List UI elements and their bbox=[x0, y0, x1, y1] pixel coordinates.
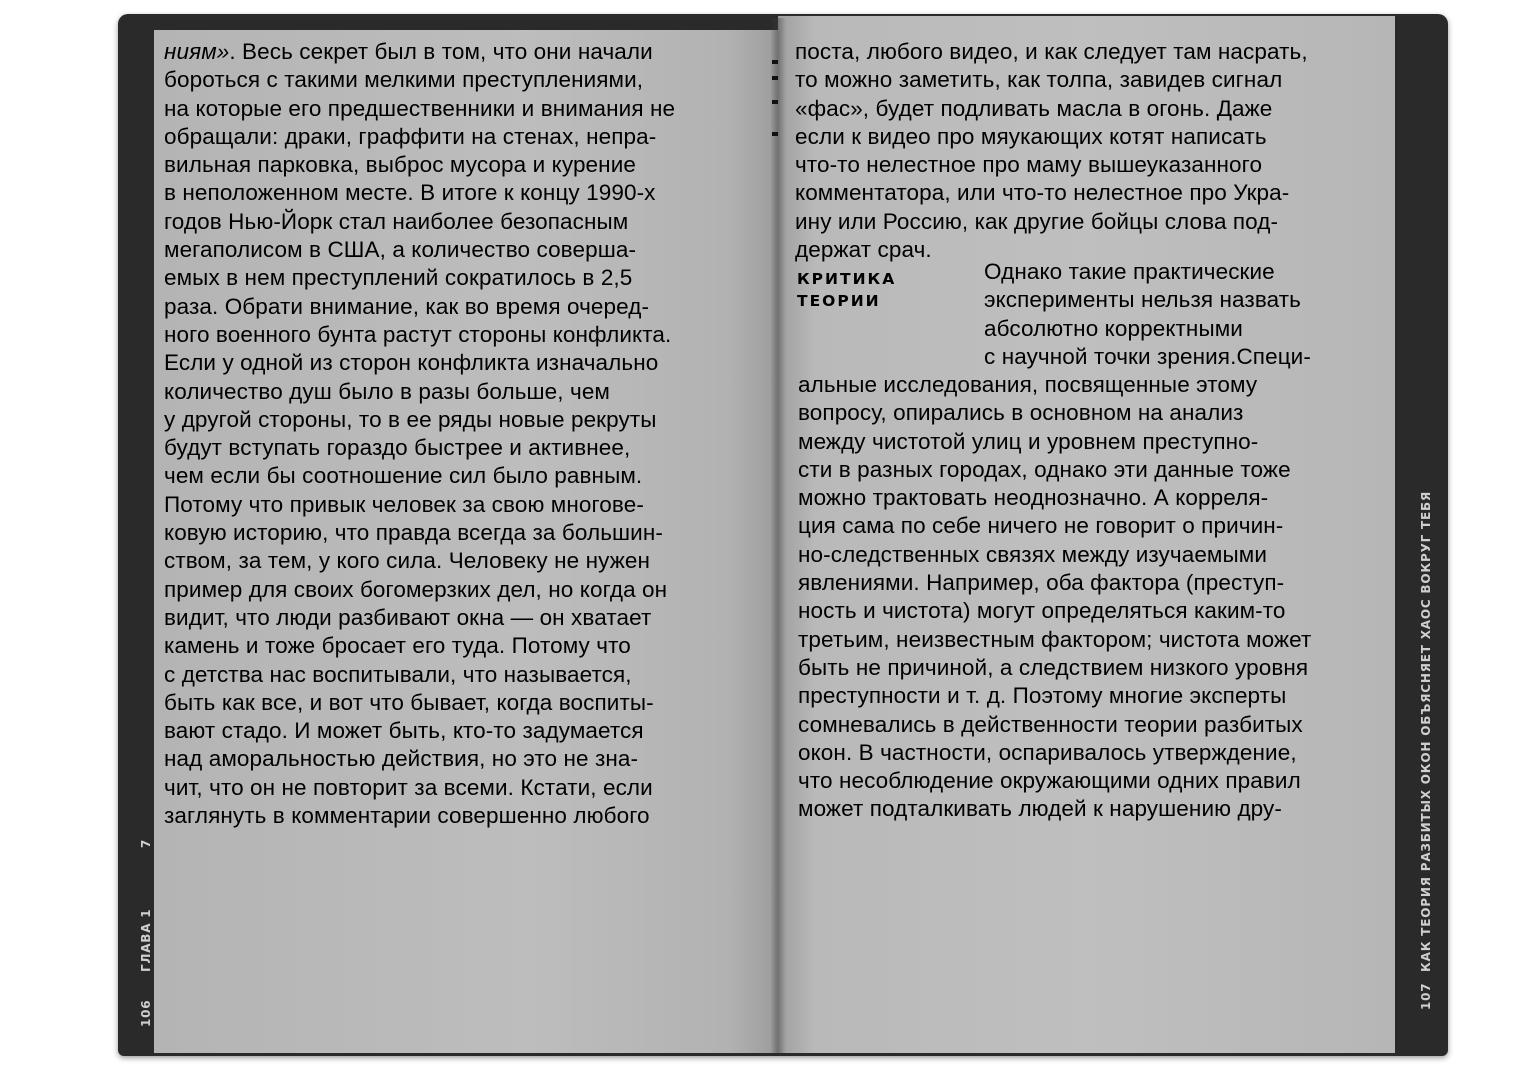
text-line: между чистотой улиц и уровнем преступно- bbox=[798, 428, 1259, 454]
text-line: эксперименты нельзя назвать bbox=[984, 287, 1301, 313]
book-gutter bbox=[770, 18, 786, 1053]
text-line: над аморальностью действия, но это не зна- bbox=[164, 746, 639, 772]
text-line: количество душ было в разы больше, чем bbox=[164, 378, 610, 404]
text-line: мегаполисом в США, а количество соверша- bbox=[164, 237, 637, 263]
left-page-number: 106 bbox=[139, 999, 153, 1027]
text-line: вопросу, опирались в основном на анализ bbox=[798, 400, 1244, 426]
text-line: ность и чистота) могут определяться каким-то bbox=[798, 598, 1286, 624]
text-line: ину или Россию, как другие бойцы слова под- bbox=[795, 208, 1279, 234]
chapter-number: 7 bbox=[139, 838, 153, 848]
text-line: ковую историю, что правда всегда за большин- bbox=[164, 520, 663, 546]
text-line: вают стадо. И может быть, кто-то задумается bbox=[164, 718, 644, 744]
running-title: КАК ТЕОРИЯ РАЗБИТЫХ ОКОН ОБЪЯСНЯЕТ ХАОС ВОКРУГ ТЕБЯ bbox=[1419, 490, 1433, 972]
text-line: но-следственных связях между изучаемыми bbox=[798, 541, 1268, 567]
text-line: альные исследования, посвященные этому bbox=[798, 372, 1258, 397]
text-line: что несоблюдение окружающими одних правил bbox=[798, 768, 1301, 794]
right-page-top-paragraph bbox=[795, 38, 1308, 264]
text-line: бороться с такими мелкими преступлениями, bbox=[164, 67, 644, 93]
text-line: то можно заметить, как толпа, завидев сигнал bbox=[795, 67, 1283, 93]
text-line: камень и тоже бросает его туда. Потому что bbox=[164, 633, 631, 659]
text-line: окон. В частности, оспаривалось утверждение, bbox=[798, 739, 1297, 765]
text-line: быть не причиной, а следствием низкого уровня bbox=[798, 654, 1309, 680]
text-line: если к видео про мяукающих котят написать bbox=[795, 123, 1267, 149]
text-line: ного военного бунта растут стороны конфликта. bbox=[164, 321, 672, 347]
text-line: поста, любого видео, и как следует там насрать, bbox=[795, 39, 1308, 64]
text-line: у другой стороны, то в ее ряды новые рекруты bbox=[164, 406, 657, 432]
text-line: чем если бы соотношение сил было равным. bbox=[164, 463, 643, 489]
text-line: Потому что привык человек за свою многове- bbox=[164, 491, 644, 517]
text-line: с детства нас воспитывали, что называется, bbox=[164, 661, 632, 687]
text-line: ством, за тем, у кого сила. Человеку не нужен bbox=[164, 548, 650, 574]
text-line: Если у одной из сторон конфликта изначально bbox=[164, 350, 659, 376]
text-line: что-то нелестное про маму вышеуказанного bbox=[795, 152, 1263, 178]
text-line: комментатора, или что-то нелестное про Укра- bbox=[795, 180, 1290, 206]
text-line: ниям». Весь секрет был в том, что они начали bbox=[164, 39, 653, 64]
text-line: на которые его предшественники и внимания не bbox=[164, 95, 676, 121]
text-line: обращали: драки, граффити на стенах, непра- bbox=[164, 123, 657, 149]
text-line: сти в разных городах, однако эти данные тоже bbox=[798, 456, 1291, 482]
text-line: вильная парковка, выброс мусора и курение bbox=[164, 152, 636, 178]
text-line: емых в нем преступлений сократилось в 2,5 bbox=[164, 265, 633, 291]
text-line: пример для своих богомерзких дел, но когда он bbox=[164, 576, 668, 602]
italic-fragment: ниям» bbox=[164, 39, 230, 64]
text-line: абсолютно корректными bbox=[984, 315, 1243, 341]
text-line: годов Нью-Йорк стал наиболее безопасным bbox=[164, 208, 629, 234]
text-line: можно трактовать неоднозначно. А корреля- bbox=[798, 485, 1269, 511]
left-page-body bbox=[164, 38, 675, 830]
text-line: ция сама по себе ничего не говорит о причин- bbox=[798, 513, 1284, 539]
right-page-body bbox=[798, 371, 1311, 824]
text-line: Однако такие практические bbox=[984, 259, 1275, 284]
text-line: третьим, неизвестным фактором; чистота может bbox=[798, 626, 1312, 652]
text-line: будут вступать гораздо быстрее и активнее, bbox=[164, 435, 631, 461]
right-page-number: 107 bbox=[1419, 982, 1433, 1010]
text-line: может подталкивать людей к нарушению дру- bbox=[798, 796, 1282, 822]
text-line: быть как все, и вот что бывает, когда воспиты- bbox=[164, 689, 654, 715]
section-heading-line: ТЕОРИИ bbox=[797, 292, 881, 310]
text-line: с научной точки зрения.Специ- bbox=[984, 343, 1311, 369]
section-intro bbox=[984, 258, 1311, 371]
text-line: заглянуть в комментарии совершенно любого bbox=[164, 803, 650, 829]
text-line: в неположенном месте. В итоге к концу 1990-х bbox=[164, 180, 656, 206]
section-heading bbox=[797, 268, 896, 312]
section-heading-line: КРИТИКА bbox=[797, 270, 897, 288]
text-line: раза. Обрати внимание, как во время очеред- bbox=[164, 293, 650, 319]
text-line: преступности и т. д. Поэтому многие эксперты bbox=[798, 683, 1287, 709]
text-line: чит, что он не повторит за всеми. Кстати, если bbox=[164, 774, 653, 800]
text-line: сомневались в действенности теории разбитых bbox=[798, 711, 1303, 737]
text-line: держат срач. bbox=[795, 237, 932, 263]
page-edge-marks bbox=[772, 60, 780, 170]
text-line: «фас», будет подливать масла в огонь. Даже bbox=[795, 95, 1273, 121]
chapter-label: ГЛАВА 1 bbox=[139, 908, 153, 972]
text-line: явлениями. Например, оба фактора (преступ- bbox=[798, 570, 1285, 596]
text-line: видит, что люди разбивают окна — он хватает bbox=[164, 604, 652, 630]
